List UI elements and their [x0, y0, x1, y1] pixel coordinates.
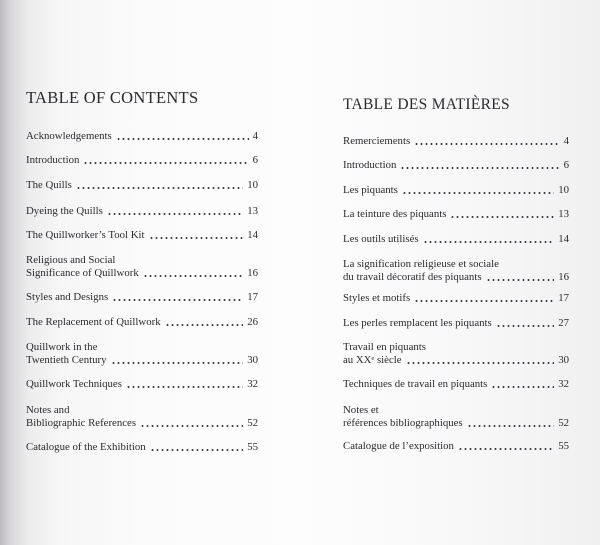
page-number: 16 — [247, 267, 258, 279]
dot-leader — [486, 279, 555, 281]
page-number: 52 — [558, 417, 569, 429]
entry-title: références bibliographiques — [343, 417, 463, 429]
english-toc-entry — [26, 404, 258, 430]
entry-title: Remerciements — [343, 135, 411, 147]
page-number: 6 — [252, 154, 258, 166]
page-number: 30 — [558, 354, 569, 366]
entry-title: Techniques de travail en piquants — [343, 378, 488, 390]
page-number: 13 — [247, 205, 258, 217]
page-number: 14 — [247, 229, 258, 241]
dot-leader — [83, 162, 248, 164]
entry-title: Significance of Quillwork — [26, 267, 139, 279]
page-number: 6 — [563, 159, 569, 171]
page-number: 4 — [252, 130, 258, 142]
entry-title: Styles et motifs — [343, 292, 411, 304]
dot-leader — [165, 324, 244, 326]
dot-leader — [496, 325, 554, 327]
entry-title: Les outils utilisés — [343, 233, 419, 245]
french-toc-entry — [343, 258, 569, 284]
entry-title: Catalogue de l’exposition — [343, 440, 454, 452]
page-number: 16 — [558, 271, 569, 283]
dot-leader — [458, 448, 554, 450]
page-number: 10 — [558, 184, 569, 196]
entry-title: Religious and Social — [26, 254, 116, 266]
dot-leader — [143, 275, 243, 277]
page-number: 26 — [247, 316, 258, 328]
dot-leader — [126, 386, 243, 388]
dot-leader — [150, 449, 244, 451]
page-number: 17 — [247, 291, 258, 303]
english-toc-entry — [26, 254, 258, 280]
page-number: 13 — [558, 208, 569, 220]
dot-leader — [414, 300, 554, 302]
entry-title: Travail en piquants — [343, 341, 426, 353]
dot-leader — [491, 386, 554, 388]
english-toc-entry — [26, 441, 258, 454]
english-toc-entry — [26, 130, 258, 143]
french-toc-entry — [343, 292, 569, 305]
french-toc-entry — [343, 341, 569, 367]
dot-leader — [76, 187, 243, 189]
french-toc-entry — [343, 378, 569, 391]
english-toc-entry — [26, 179, 258, 192]
dot-leader — [112, 299, 243, 301]
french-toc-entry — [343, 159, 569, 172]
english-toc-entry — [26, 291, 258, 304]
english-toc-entry — [26, 205, 258, 218]
french-toc-entry — [343, 317, 569, 330]
french-toc-entry — [343, 233, 569, 246]
entry-title: Quillwork Techniques — [26, 378, 122, 390]
dot-leader — [111, 362, 244, 364]
page-number: 55 — [558, 440, 569, 452]
page-number: 27 — [558, 317, 569, 329]
english-toc-entry — [26, 378, 258, 391]
entry-title: Twentieth Century — [26, 354, 107, 366]
french-toc-entry — [343, 135, 569, 148]
entry-title: Bibliographic References — [26, 417, 137, 429]
french-toc-entry — [343, 208, 569, 221]
page-number: 30 — [247, 354, 258, 366]
entry-title: La signification religieuse et sociale — [343, 258, 499, 270]
french-heading: TABLE DES MATIÈRES — [343, 96, 510, 113]
entry-title: Catalogue of the Exhibition — [26, 441, 146, 453]
entry-title: La teinture des piquants — [343, 208, 447, 220]
dot-leader — [402, 192, 554, 194]
french-toc-entry — [343, 184, 569, 197]
entry-title: The Quillworker’s Tool Kit — [26, 229, 145, 241]
page-number: 10 — [247, 179, 258, 191]
dot-leader — [406, 362, 555, 364]
english-toc-entry — [26, 341, 258, 367]
dot-leader — [450, 216, 554, 218]
entry-title: Quillwork in the — [26, 341, 98, 353]
entry-title: Les perles remplacent les piquants — [343, 317, 492, 329]
entry-title: Introduction — [26, 154, 80, 166]
entry-title: Les piquants — [343, 184, 398, 196]
french-toc-entry — [343, 404, 569, 430]
entry-title: The Replacement of Quillwork — [26, 316, 161, 328]
entry-title: Dyeing the Quills — [26, 205, 103, 217]
dot-leader — [400, 167, 559, 169]
page-number: 32 — [247, 378, 258, 390]
page-number: 17 — [558, 292, 569, 304]
page-number: 55 — [247, 441, 258, 453]
entry-title: Notes and — [26, 404, 70, 416]
entry-title: Styles and Designs — [26, 291, 109, 303]
french-toc-entry — [343, 440, 569, 453]
english-toc-entry — [26, 229, 258, 242]
dot-leader — [423, 241, 555, 243]
dot-leader — [414, 143, 559, 145]
dot-leader — [140, 425, 243, 427]
dot-leader — [149, 237, 244, 239]
entry-title: Introduction — [343, 159, 397, 171]
page-number: 32 — [558, 378, 569, 390]
english-toc-entry — [26, 154, 258, 167]
page-number: 14 — [558, 233, 569, 245]
entry-title: au XXᵉ siècle — [343, 354, 402, 366]
dot-leader — [467, 425, 555, 427]
english-toc-entry — [26, 316, 258, 329]
entry-title: du travail décoratif des piquants — [343, 271, 482, 283]
entry-title: The Quills — [26, 179, 72, 191]
entry-title: Acknowledgements — [26, 130, 112, 142]
dot-leader — [116, 138, 249, 140]
english-heading: TABLE OF CONTENTS — [26, 88, 199, 107]
page-number: 52 — [247, 417, 258, 429]
entry-title: Notes et — [343, 404, 379, 416]
dot-leader — [107, 213, 243, 215]
page-number: 4 — [563, 135, 569, 147]
